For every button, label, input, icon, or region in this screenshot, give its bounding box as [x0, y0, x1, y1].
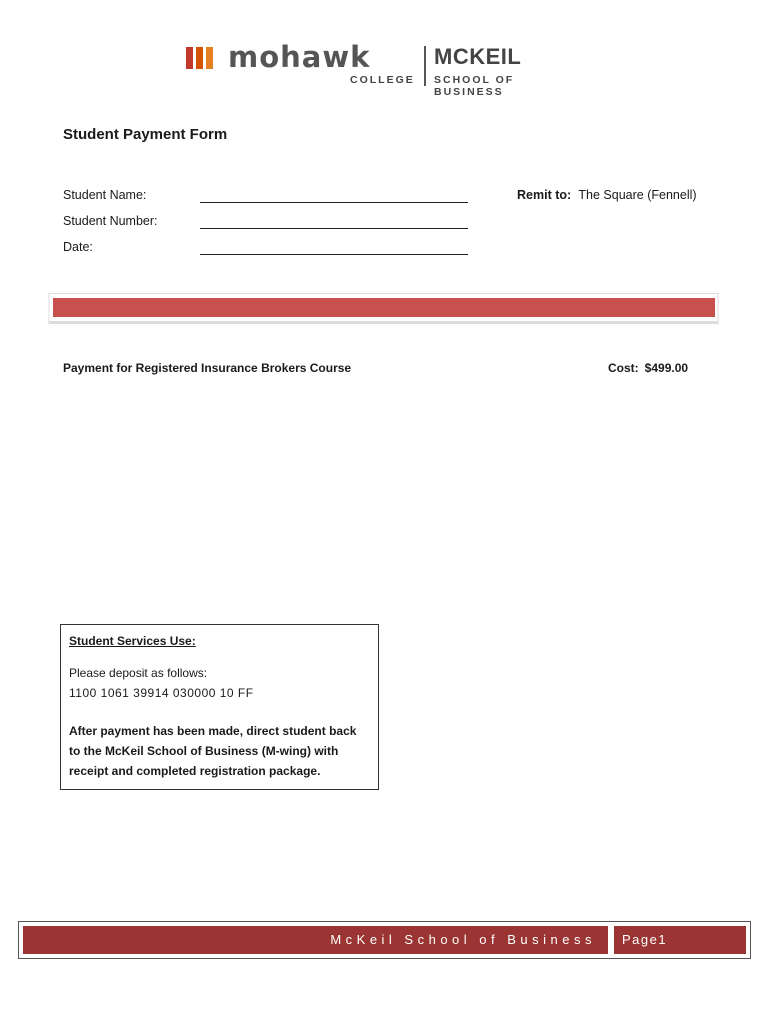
logo-school: SCHOOL OF BUSINESS	[434, 74, 515, 98]
payment-description: Payment for Registered Insurance Brokers Course	[63, 361, 352, 375]
date-field[interactable]	[200, 254, 468, 255]
logo-college: COLLEGE	[350, 74, 415, 86]
logo-divider	[424, 46, 426, 86]
student-services-box	[60, 624, 379, 790]
remit-label: Remit to:	[517, 188, 572, 202]
student-name-label: Student Name:	[63, 188, 147, 202]
date-label: Date:	[63, 240, 93, 254]
student-number-field[interactable]	[200, 228, 468, 229]
account-number: 1100 1061 39914 030000 10 FF	[69, 686, 254, 700]
logo-wordmark: mohawk	[228, 40, 371, 74]
footer-school-band	[23, 926, 608, 954]
section-divider-band	[48, 293, 719, 324]
deposit-instructions: Please deposit as follows:	[69, 666, 208, 680]
services-note: After payment has been made, direct student back to the McKeil School of Business (M-wing) with receipt and completed registration package.	[69, 724, 357, 778]
red-band	[53, 298, 715, 317]
footer-page-band	[614, 926, 746, 954]
cost-label: Cost:	[608, 361, 639, 375]
student-name-field[interactable]	[200, 202, 468, 203]
logo-bars-icon	[186, 47, 220, 69]
cost-value: $499.00	[644, 361, 689, 375]
student-number-label: Student Number:	[63, 214, 158, 228]
page-title: Student Payment Form	[63, 126, 228, 143]
remit-value: The Square (Fennell)	[578, 188, 697, 202]
page-footer	[18, 921, 751, 959]
services-title: Student Services Use:	[69, 634, 196, 648]
remit-to	[517, 188, 697, 202]
cost	[608, 361, 688, 375]
logo-mckeil: MCKEIL	[434, 44, 522, 69]
page-number: Page1	[622, 932, 668, 947]
footer-school-name: McKeil School of Business	[330, 932, 596, 947]
mohawk-mckeil-logo	[186, 40, 586, 98]
